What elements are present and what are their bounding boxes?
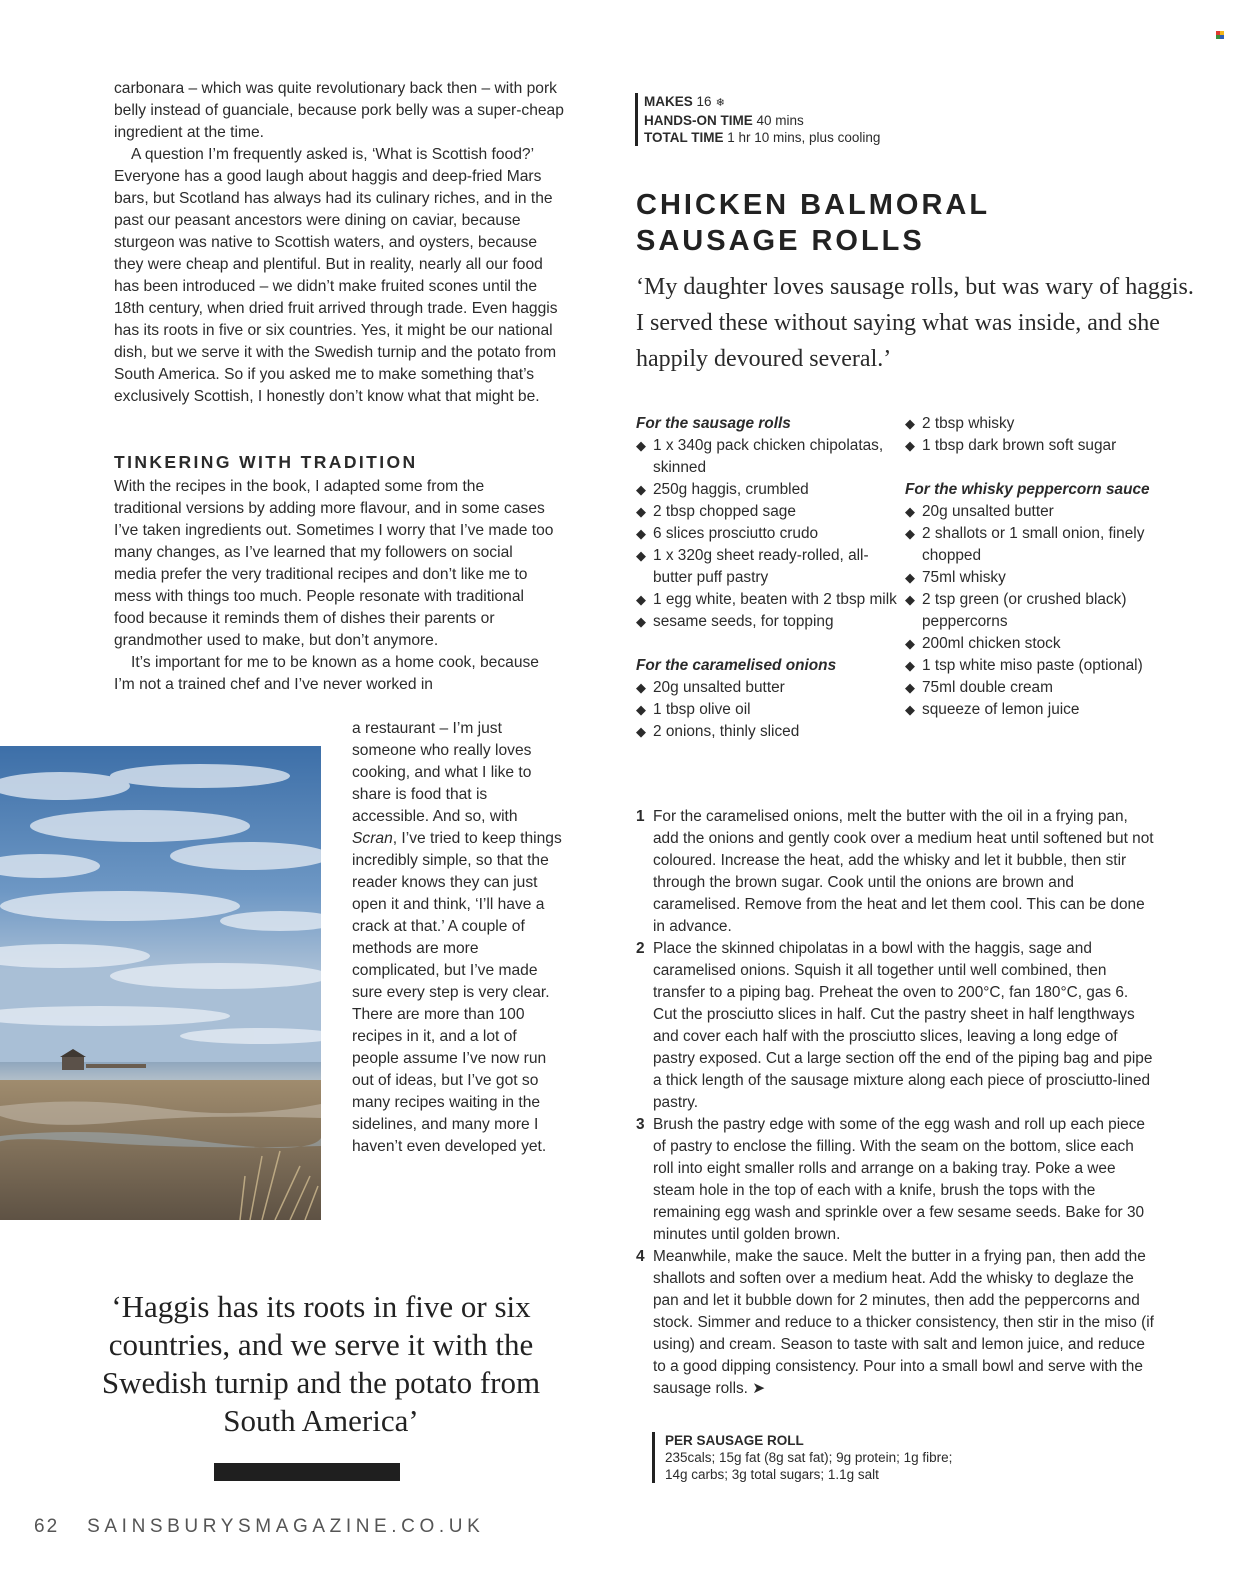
- total-time-label: TOTAL TIME: [644, 130, 724, 145]
- spacer: [636, 633, 898, 655]
- bullet-diamond-icon: ◆: [636, 504, 646, 519]
- bullet-diamond-icon: ◆: [905, 438, 915, 453]
- ingredient-item: [905, 501, 1185, 523]
- step-text: Brush the pastry edge with some of the egg wash and roll up each piece of pastry to enclose the filling. With the seam on the bottom, slice each roll into eight smaller rolls and arrange on a baking tray. Poke a wee steam hole in the top of each with a knife, brush the tops with the remaining egg wash and sprinkle over a few sesame seeds. Bake for 30 minutes until golden brown.: [653, 1116, 1145, 1243]
- pull-quote-rule: [214, 1463, 400, 1481]
- book-title: Scran: [352, 830, 393, 847]
- nutrition-line: 235cals; 15g fat (8g sat fat); 9g protein; 1g fibre;: [665, 1450, 953, 1465]
- ingredient-text: 1 tsp white miso paste (optional): [922, 657, 1143, 674]
- recipe-intro-quote: ‘My daughter loves sausage rolls, but was wary of haggis. I served these without saying what was inside, and she happily devoured several.’: [636, 274, 1194, 372]
- ingredient-item: [905, 413, 1185, 435]
- bullet-diamond-icon: ◆: [636, 614, 646, 629]
- bullet-diamond-icon: ◆: [636, 526, 646, 541]
- step-number: 3: [636, 1116, 645, 1133]
- ingredient-item: [636, 523, 898, 545]
- snowflake-icon: ❄: [715, 97, 725, 109]
- paragraph: With the recipes in the book, I adapted some from the traditional versions by adding more flavour, and in some cases I’ve taken ingredients out. Sometimes I worry that I’ve made too many changes, as I’ve learned that my followers on social media prefer the very traditional recipes and don’t like me to mess with things too much. People resonate with traditional food because it reminds them of dishes their parents or grandmother used to make, but don’t anymore.: [114, 478, 554, 649]
- text-run: , I’ve tried to keep things incredibly simple, so that the reader knows they can just open it and think, ‘I’ll have a crack at that.’ A couple of methods are more complicated, but I’ve made sure every step is very clear. There are more than 100 recipes in it, and a lot of people assume I’ve now run out of ideas, but I’ve got so many recipes waiting in the sidelines, and many more I haven’t even developed yet.: [352, 830, 562, 1155]
- ingredient-group-title: For the whisky peppercorn sauce: [905, 481, 1150, 498]
- section-heading: TINKERING WITH TRADITION: [114, 452, 418, 472]
- recipe-title-line: SAUSAGE ROLLS: [636, 225, 925, 257]
- method-step: [636, 806, 1156, 938]
- ingredient-item: [905, 567, 1185, 589]
- recipe-title: [636, 187, 1196, 259]
- bullet-diamond-icon: ◆: [905, 504, 915, 519]
- ingredient-text: 200ml chicken stock: [922, 635, 1061, 652]
- page-number: 62: [34, 1516, 60, 1537]
- ingredient-text: 1 x 340g pack chicken chipolatas, skinned: [653, 437, 884, 476]
- makes-value: 16: [696, 94, 712, 109]
- continue-arrow-icon: ➤: [752, 1380, 766, 1397]
- ingredient-item: [636, 721, 898, 743]
- bullet-diamond-icon: ◆: [636, 482, 646, 497]
- ingredient-text: 2 tbsp chopped sage: [653, 503, 796, 520]
- nutrition-heading: PER SAUSAGE ROLL: [665, 1433, 804, 1448]
- bullet-diamond-icon: ◆: [905, 658, 915, 673]
- paragraph: A question I’m frequently asked is, ‘What is Scottish food?’ Everyone has a good laugh about haggis and deep-fried Mars bars, but Scotland has always had its culinary riches, and in the past our peasant ancestors were dining on caviar, because sturgeon was native to Scottish waters, and oysters, because they were cheap and plentiful. But in reality, nearly all our food has been introduced – we didn’t make fruited scones until the 18th century, when dried fruit arrived through trade. Even haggis has its roots in five or six countries. Yes, it might be our national dish, but we serve it with the Swedish turnip and the potato from South America. So if you asked me to make something that’s exclusively Scottish, I honestly don’t know what that might be.: [114, 146, 558, 405]
- bullet-diamond-icon: ◆: [905, 416, 915, 431]
- ingredient-text: 2 shallots or 1 small onion, finely chopped: [922, 525, 1145, 564]
- site-url: SAINSBURYSMAGAZINE.CO.UK: [87, 1516, 485, 1537]
- makes-label: MAKES: [644, 94, 693, 109]
- bullet-diamond-icon: ◆: [905, 680, 915, 695]
- ingredient-text: sesame seeds, for topping: [653, 613, 834, 630]
- method-step: [636, 938, 1156, 1114]
- ingredient-item: [905, 633, 1185, 655]
- ingredient-text: 1 x 320g sheet ready-rolled, all-butter puff pastry: [653, 547, 869, 586]
- total-time-value: 1 hr 10 mins, plus cooling: [727, 130, 881, 145]
- ingredient-item: [905, 523, 1185, 567]
- paragraph: carbonara – which was quite revolutionary back then – with pork belly instead of guanciale, because pork belly was a super-cheap ingredient at the time.: [114, 80, 564, 141]
- ingredient-text: 1 egg white, beaten with 2 tbsp milk: [653, 591, 897, 608]
- article-intro: [114, 78, 564, 408]
- ingredient-item: [636, 677, 898, 699]
- step-number: 2: [636, 940, 645, 957]
- hands-on-value: 40 mins: [756, 113, 804, 128]
- bullet-diamond-icon: ◆: [905, 702, 915, 717]
- ingredient-item: [905, 655, 1185, 677]
- ingredient-text: 20g unsalted butter: [922, 503, 1054, 520]
- ingredient-text: 20g unsalted butter: [653, 679, 785, 696]
- bullet-diamond-icon: ◆: [905, 526, 915, 541]
- paragraph: It’s important for me to be known as a home cook, because I’m not a trained chef and I’ve never worked in: [114, 654, 539, 693]
- ingredients-column-right: [905, 413, 1185, 721]
- ingredient-text: 2 onions, thinly sliced: [653, 723, 800, 740]
- hands-on-label: HANDS-ON TIME: [644, 113, 753, 128]
- bullet-diamond-icon: ◆: [905, 592, 915, 607]
- bullet-diamond-icon: ◆: [636, 438, 646, 453]
- nutrition-line: 14g carbs; 3g total sugars; 1.1g salt: [665, 1467, 879, 1482]
- ingredient-item: [905, 699, 1185, 721]
- step-number: 4: [636, 1248, 645, 1265]
- ingredient-group-title: For the sausage rolls: [636, 415, 791, 432]
- spacer: [905, 457, 1185, 479]
- makes-line: [644, 93, 880, 112]
- bullet-diamond-icon: ◆: [905, 570, 915, 585]
- bullet-diamond-icon: ◆: [636, 724, 646, 739]
- bullet-diamond-icon: ◆: [636, 702, 646, 717]
- step-text: For the caramelised onions, melt the butter with the oil in a frying pan, add the onions and gently cook over a medium heat until softened but not coloured. Increase the heat, add the whisky and let it bubble, then stir through the brown sugar. Cook until the onions are brown and caramelised. Remove from the heat and let them cool. This can be done in advance.: [653, 808, 1154, 935]
- ingredient-item: [636, 545, 898, 589]
- total-time-line: [644, 129, 880, 146]
- ingredients-column-left: [636, 413, 898, 743]
- ingredient-item: [636, 611, 898, 633]
- ingredient-item: [636, 479, 898, 501]
- ingredient-text: 250g haggis, crumbled: [653, 481, 809, 498]
- ingredient-item: [905, 677, 1185, 699]
- bullet-diamond-icon: ◆: [636, 680, 646, 695]
- ingredient-group-title: For the caramelised onions: [636, 657, 837, 674]
- ingredient-text: 2 tsp green (or crushed black) peppercorns: [922, 591, 1127, 630]
- bullet-diamond-icon: ◆: [905, 636, 915, 651]
- method-steps: [636, 806, 1156, 1400]
- pull-quote: ‘Haggis has its roots in five or six countries, and we serve it with the Swedish turnip and the potato from South America’: [101, 1289, 541, 1438]
- ingredient-text: 75ml double cream: [922, 679, 1053, 696]
- page-footer: [34, 1516, 484, 1538]
- nutrition-info: [652, 1432, 952, 1483]
- ingredient-text: 1 tbsp dark brown soft sugar: [922, 437, 1117, 454]
- ingredient-text: 2 tbsp whisky: [922, 415, 1015, 432]
- ingredient-text: 75ml whisky: [922, 569, 1006, 586]
- article-body-narrow: [352, 718, 562, 1158]
- recipe-meta: [635, 93, 880, 146]
- hands-on-line: [644, 112, 880, 129]
- ingredient-item: [636, 699, 898, 721]
- step-text: Meanwhile, make the sauce. Melt the butter in a frying pan, then add the shallots and soften over a medium heat. Add the whisky to deglaze the pan and let it bubble down for 2 minutes, then add the peppercorns and stock. Simmer and reduce to a thicker consistency, then stir in the miso (if using) and cream. Season to taste with salt and lemon juice, and reduce to a good dipping consistency. Pour into a small bowl and serve with the sausage rolls.: [653, 1248, 1154, 1397]
- bullet-diamond-icon: ◆: [636, 548, 646, 563]
- ingredient-item: [905, 589, 1185, 633]
- method-step: [636, 1114, 1156, 1246]
- ingredient-text: squeeze of lemon juice: [922, 701, 1080, 718]
- method-step: [636, 1246, 1156, 1400]
- ingredient-item: [636, 435, 898, 479]
- ingredient-text: 1 tbsp olive oil: [653, 701, 751, 718]
- text-run: a restaurant – I’m just someone who really loves cooking, and what I like to share is food that is accessible. And so, with: [352, 720, 532, 825]
- ingredient-text: 6 slices prosciutto crudo: [653, 525, 819, 542]
- article-body: [114, 476, 554, 696]
- brand-logo-icon: [1216, 31, 1224, 39]
- coastal-photo: [0, 746, 321, 1220]
- ingredient-item: [636, 501, 898, 523]
- step-number: 1: [636, 808, 645, 825]
- ingredient-item: [636, 589, 898, 611]
- recipe-title-line: CHICKEN BALMORAL: [636, 189, 991, 221]
- step-text: Place the skinned chipolatas in a bowl with the haggis, sage and caramelised onions. Squish it all together until well combined, then transfer to a piping bag. Preheat the oven to 200°C, fan 180°C, gas 6. Cut the prosciutto slices in half. Cut the pastry sheet in half lengthways and cover each half with the prosciutto slices, leaving a long edge of pastry exposed. Cut a large section off the end of the piping bag and pipe a thick length of the sausage mixture along each piece of prosciutto-lined pastry.: [653, 940, 1153, 1111]
- bullet-diamond-icon: ◆: [636, 592, 646, 607]
- ingredient-item: [905, 435, 1185, 457]
